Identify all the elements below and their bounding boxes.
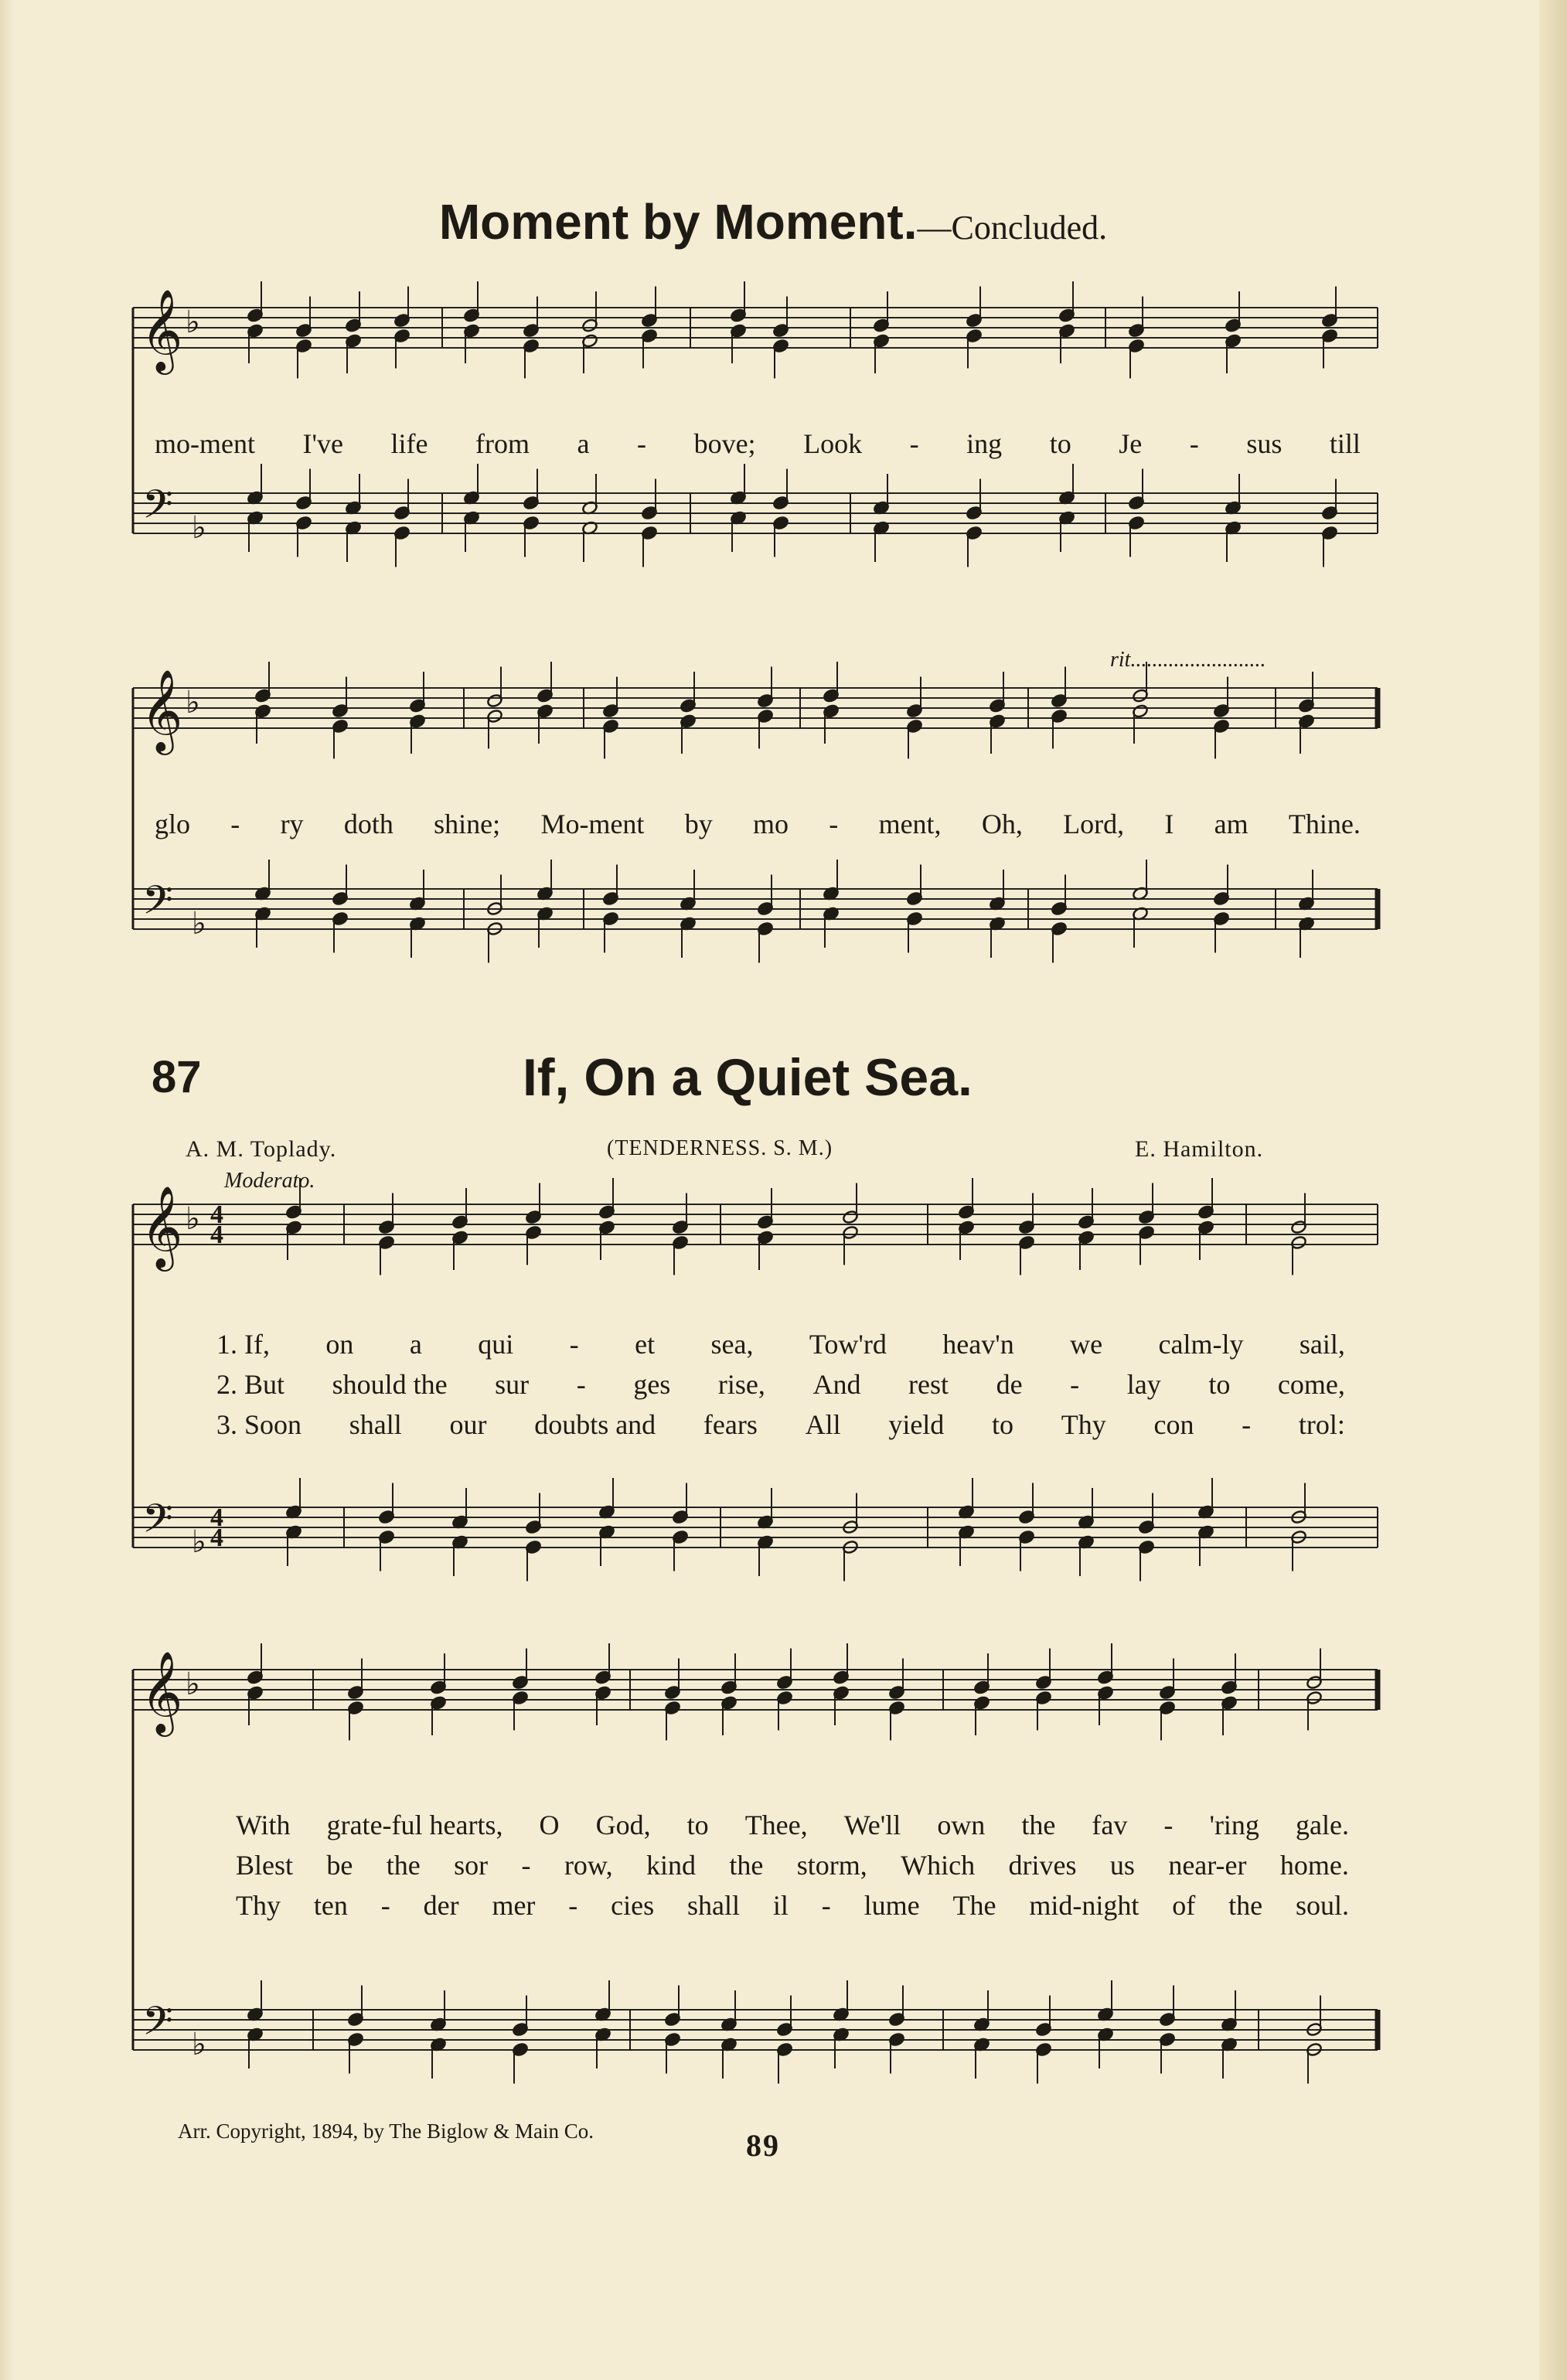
verse-3-line-1: [216, 1408, 1345, 1441]
lyric-syllable: to: [686, 1810, 709, 1840]
lyric-syllable: bove;: [693, 428, 756, 459]
bass-clef-icon: 𝄢: [142, 1495, 173, 1551]
lyric-syllable: grate-ful hearts,: [326, 1810, 503, 1840]
lyric-syllable: -: [909, 428, 919, 459]
lyric-syllable: Je: [1119, 428, 1143, 459]
lyric-syllable: mo-ment: [155, 428, 255, 459]
hymn-number: 87: [152, 1052, 202, 1102]
lyric-syllable: mer: [492, 1890, 536, 1921]
lyric-syllable: der: [423, 1890, 459, 1921]
lyric-syllable: ges: [633, 1369, 671, 1400]
lyric-syllable: qui: [478, 1329, 514, 1360]
lyric-syllable: I: [1164, 809, 1174, 839]
lyric-syllable: near-er: [1168, 1850, 1247, 1881]
lyric-syllable: drives: [1008, 1850, 1077, 1881]
lyric-syllable: il: [772, 1890, 789, 1921]
verse-1-line-2: [236, 1809, 1349, 1841]
flat-icon: ♭: [192, 1524, 206, 1560]
bass-clef-icon: 𝄢: [142, 481, 173, 537]
ritardando-mark: rit.........................: [1110, 648, 1266, 672]
flat-icon: ♭: [192, 906, 206, 941]
lyric-syllable: Look: [803, 428, 863, 459]
time-signature: 4: [210, 1503, 223, 1532]
lyric-syllable: we: [1070, 1329, 1103, 1360]
lyric-syllable: Thy: [236, 1890, 281, 1921]
lyric-syllable: Oh,: [981, 809, 1023, 839]
bass-clef-icon: 𝄢: [142, 877, 173, 933]
lyric-syllable: -: [569, 1329, 579, 1360]
lyric-syllable: Mo-ment: [540, 809, 645, 839]
lyric-syllable: -: [521, 1850, 531, 1881]
lyric-syllable: -: [637, 428, 647, 459]
lyric-syllable: be: [326, 1850, 353, 1881]
lyric-syllable: -: [1163, 1810, 1174, 1840]
lyric-syllable: a: [409, 1329, 422, 1360]
hymn-title: If, On a Quiet Sea.: [523, 1048, 973, 1107]
flat-icon: ♭: [186, 685, 200, 720]
verse-2-line-1: [216, 1368, 1345, 1401]
lyric-syllable: et: [635, 1329, 656, 1360]
lyric-syllable: ry: [280, 809, 304, 839]
lyric-syllable: the: [1228, 1890, 1263, 1921]
lyric-syllable: fears: [703, 1409, 758, 1440]
lyric-syllable: am: [1214, 809, 1248, 839]
lyric-syllable: shall: [349, 1409, 402, 1440]
lyric-syllable: shall: [687, 1890, 741, 1921]
lyric-syllable: mid-night: [1029, 1890, 1139, 1921]
lyric-syllable: cies: [611, 1890, 655, 1921]
lyric-syllable: fav: [1092, 1810, 1128, 1840]
lyric-syllable: And: [812, 1369, 861, 1400]
lyric-syllable: us: [1109, 1850, 1135, 1881]
lyric-syllable: -: [821, 1890, 831, 1921]
lyric-syllable: kind: [646, 1850, 696, 1881]
lyric-syllable: lume: [864, 1890, 920, 1921]
lyric-syllable: own: [937, 1810, 986, 1840]
lyric-syllable: sail,: [1299, 1329, 1345, 1360]
lyric-syllable: -: [230, 809, 240, 839]
lyric-line-system-1: [155, 427, 1361, 460]
lyric-syllable: de: [996, 1369, 1023, 1400]
lyric-syllable: gale.: [1295, 1810, 1349, 1840]
lyric-syllable: -: [568, 1890, 578, 1921]
lyric-syllable: Thee,: [744, 1810, 808, 1840]
lyric-syllable: 1. If,: [216, 1329, 270, 1360]
treble-clef-icon: 𝄞: [141, 1650, 183, 1733]
lyric-syllable: 'ring: [1209, 1810, 1259, 1840]
lyric-syllable: God,: [595, 1810, 651, 1840]
lyric-syllable: shine;: [434, 809, 501, 839]
copyright-notice: Arr. Copyright, 1894, by The Biglow & Main Co.: [178, 2120, 594, 2143]
continued-title-main: Moment by Moment.: [438, 194, 918, 250]
lyric-syllable: Blest: [236, 1850, 294, 1881]
lyric-syllable: sea,: [710, 1329, 754, 1360]
lyric-syllable: I've: [302, 428, 343, 459]
lyric-syllable: to: [1208, 1369, 1231, 1400]
lyric-syllable: by: [684, 809, 713, 839]
lyric-syllable: ment,: [878, 809, 942, 839]
lyric-syllable: Thy: [1061, 1409, 1106, 1440]
lyric-line-system-2: [155, 808, 1361, 840]
lyric-syllable: life: [390, 428, 428, 459]
bass-clef-icon: 𝄢: [142, 1997, 173, 2054]
treble-clef-icon: 𝄞: [141, 288, 183, 371]
lyric-syllable: With: [236, 1810, 291, 1840]
lyric-syllable: on: [325, 1329, 354, 1360]
lyric-syllable: -: [576, 1369, 586, 1400]
lyric-syllable: ing: [966, 428, 1003, 459]
lyric-syllable: to: [992, 1409, 1014, 1440]
lyric-syllable: doubts and: [534, 1409, 656, 1440]
time-signature: 4: [210, 1221, 223, 1249]
lyric-syllable: ten: [313, 1890, 348, 1921]
lyric-syllable: The: [952, 1890, 996, 1921]
continued-hymn-title: [0, 193, 1546, 250]
continued-title-suffix: —Concluded.: [917, 209, 1108, 247]
tune-name: (TENDERNESS. S. M.): [607, 1136, 833, 1160]
author-credit: A. M. Toplady.: [186, 1136, 337, 1162]
lyric-syllable: row,: [564, 1850, 613, 1881]
lyric-syllable: sus: [1246, 428, 1283, 459]
lyric-syllable: a: [577, 428, 590, 459]
lyric-syllable: the: [1021, 1810, 1056, 1840]
lyric-syllable: yield: [888, 1409, 945, 1440]
lyric-syllable: con: [1153, 1409, 1194, 1440]
treble-clef-icon: 𝄞: [141, 669, 183, 751]
treble-clef-icon: 𝄞: [141, 1185, 183, 1268]
lyric-syllable: 3. Soon: [216, 1409, 302, 1440]
lyric-syllable: 2. But: [216, 1369, 285, 1400]
lyric-syllable: -: [829, 809, 839, 839]
lyric-syllable: storm,: [796, 1850, 867, 1881]
lyric-syllable: We'll: [843, 1810, 901, 1840]
lyric-syllable: Tow'rd: [809, 1329, 887, 1360]
flat-icon: ♭: [186, 1201, 200, 1237]
lyric-syllable: doth: [343, 809, 393, 839]
verse-2-line-2: [236, 1849, 1349, 1881]
lyric-syllable: rest: [908, 1369, 949, 1400]
composer-credit: E. Hamilton.: [1135, 1136, 1264, 1162]
lyric-syllable: home.: [1279, 1850, 1349, 1881]
lyric-syllable: our: [449, 1409, 487, 1440]
lyric-syllable: -: [380, 1890, 390, 1921]
lyric-syllable: All: [805, 1409, 841, 1440]
verse-3-line-2: [236, 1889, 1349, 1922]
lyric-syllable: mo: [752, 809, 789, 839]
lyric-syllable: lay: [1126, 1369, 1161, 1400]
lyric-syllable: -: [1070, 1369, 1080, 1400]
lyric-syllable: -: [1189, 428, 1199, 459]
lyric-syllable: soul.: [1295, 1890, 1349, 1921]
lyric-syllable: of: [1172, 1890, 1196, 1921]
lyric-syllable: sor: [454, 1850, 489, 1881]
lyric-syllable: come,: [1277, 1369, 1345, 1400]
lyric-syllable: trol:: [1298, 1409, 1345, 1440]
flat-icon: ♭: [192, 2027, 206, 2062]
lyric-syllable: the: [729, 1850, 764, 1881]
verse-1-line-1: [216, 1328, 1345, 1360]
page-number: 89: [746, 2128, 780, 2163]
lyric-syllable: heav'n: [942, 1329, 1014, 1360]
tempo-marking: Moderato.: [224, 1169, 315, 1193]
lyric-syllable: Thine.: [1288, 809, 1361, 839]
lyric-syllable: calm-ly: [1158, 1329, 1244, 1360]
lyric-syllable: rise,: [717, 1369, 765, 1400]
lyric-syllable: the: [386, 1850, 421, 1881]
lyric-syllable: O: [539, 1810, 560, 1840]
flat-icon: ♭: [186, 305, 200, 340]
lyric-syllable: till: [1329, 428, 1361, 459]
flat-icon: ♭: [186, 1667, 200, 1702]
lyric-syllable: Which: [901, 1850, 976, 1881]
lyric-syllable: Lord,: [1063, 809, 1125, 839]
lyric-syllable: to: [1049, 428, 1071, 459]
lyric-syllable: sur: [495, 1369, 530, 1400]
time-signature: 4: [210, 1200, 223, 1229]
lyric-syllable: glo: [155, 809, 191, 839]
flat-icon: ♭: [192, 510, 206, 546]
time-signature: 4: [210, 1524, 223, 1552]
lyric-syllable: -: [1242, 1409, 1252, 1440]
lyric-syllable: from: [475, 428, 530, 459]
lyric-syllable: should the: [332, 1369, 448, 1400]
